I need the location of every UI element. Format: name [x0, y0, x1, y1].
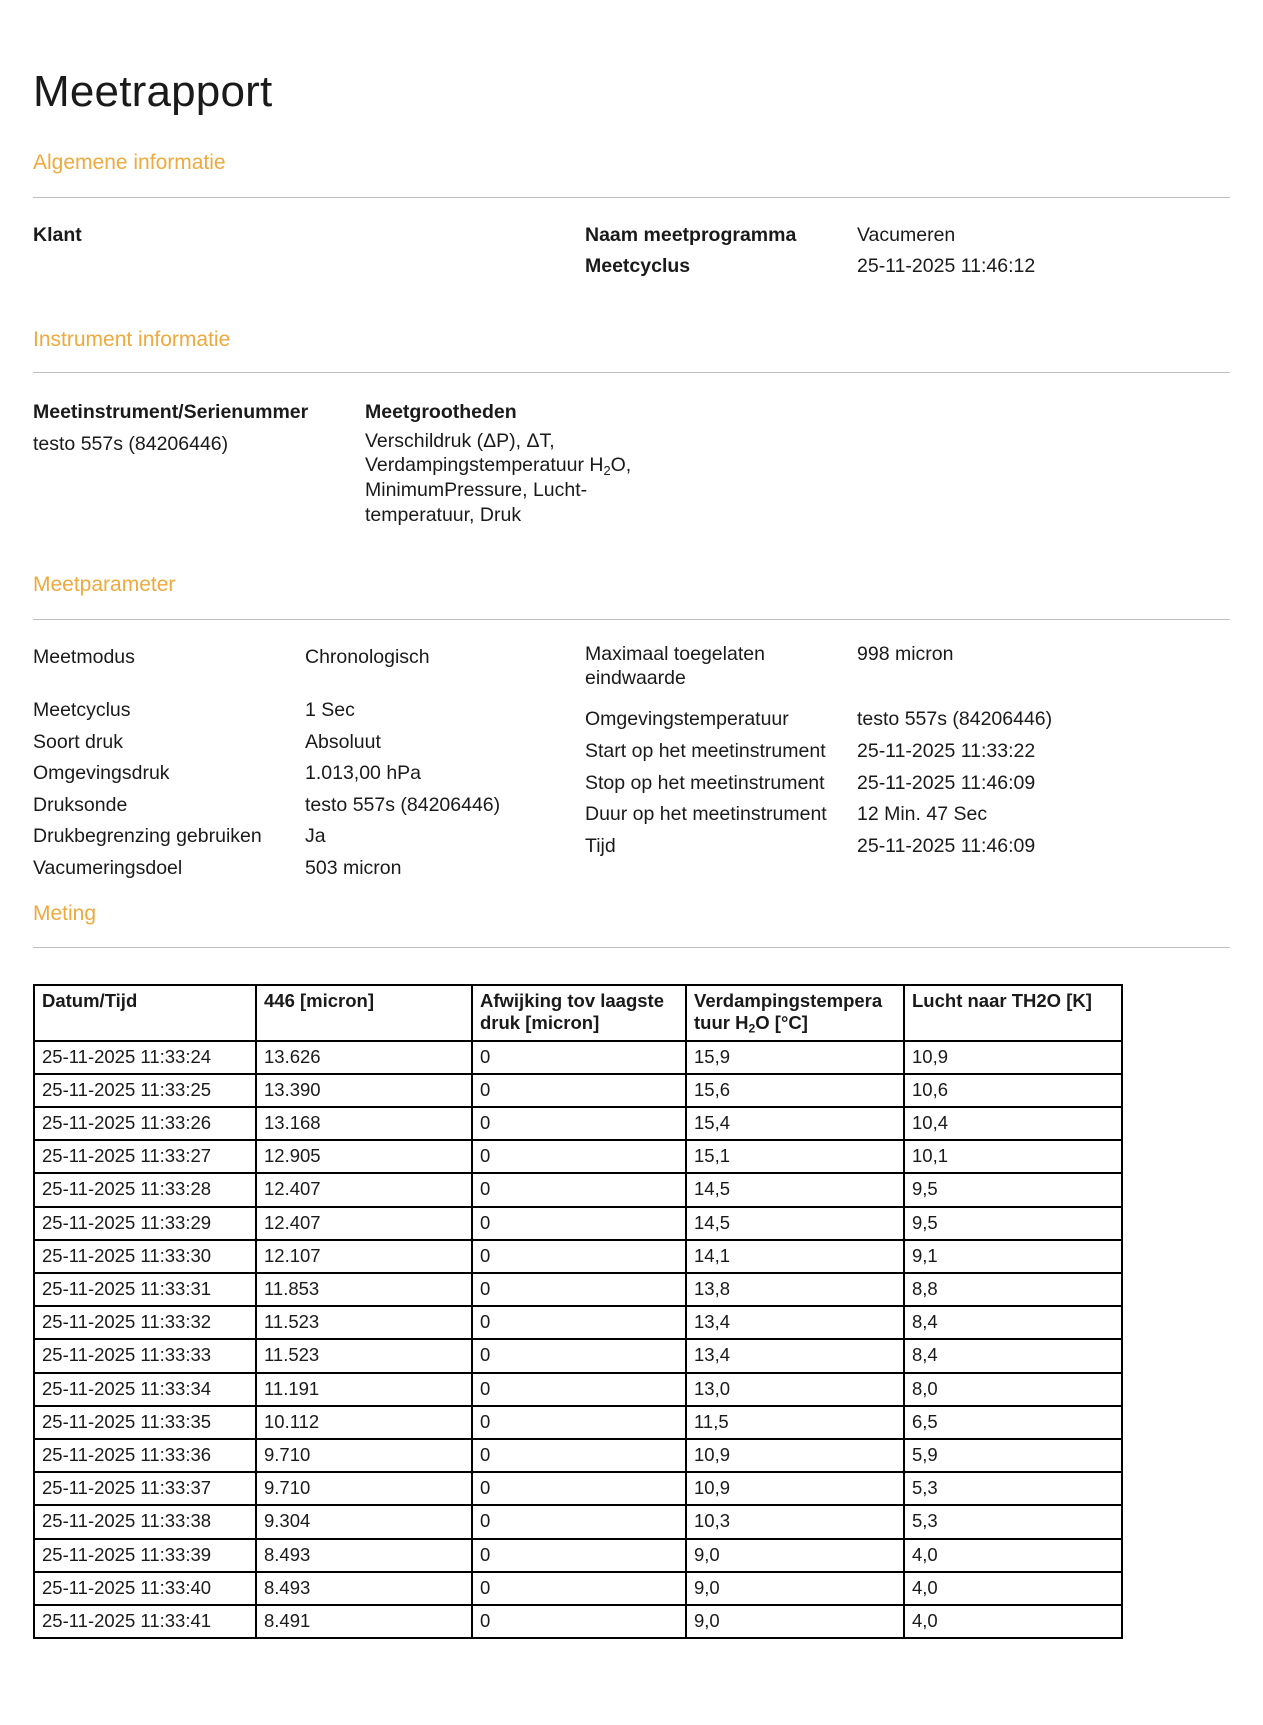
cell-druk: 12.107 [256, 1240, 472, 1273]
param-max-eindwaarde-value: 998 micron [857, 642, 954, 665]
cell-afwijking: 0 [472, 1406, 686, 1439]
table-row [34, 1472, 1122, 1505]
param-stop-value: 25-11-2025 11:46:09 [857, 771, 1036, 794]
table-row [34, 1240, 1122, 1273]
cell-datum-tijd: 25-11-2025 11:33:35 [34, 1406, 256, 1439]
cell-datum-tijd: 25-11-2025 11:33:31 [34, 1273, 256, 1306]
cell-verdampingstemperatuur: 10,9 [686, 1472, 904, 1505]
cell-verdampingstemperatuur: 13,0 [686, 1373, 904, 1406]
cell-datum-tijd: 25-11-2025 11:33:24 [34, 1041, 256, 1074]
general-info-right [585, 220, 1230, 283]
cell-druk: 11.853 [256, 1273, 472, 1306]
cell-lucht-naar-th2o: 9,5 [904, 1207, 1122, 1240]
param-stop-label: Stop op het meetinstrument [585, 771, 825, 794]
cell-datum-tijd: 25-11-2025 11:33:34 [34, 1373, 256, 1406]
cell-lucht-naar-th2o: 10,6 [904, 1074, 1122, 1107]
cell-verdampingstemperatuur: 10,9 [686, 1439, 904, 1472]
table-row [34, 1373, 1122, 1406]
meetgrootheden-line-1: Verschildruk (ΔP), ΔT, [365, 429, 555, 452]
parameters-right-column [585, 642, 1230, 885]
param-omgevingsdruk-label: Omgevingsdruk [33, 762, 170, 785]
table-row [34, 1273, 1122, 1306]
meetcyclus-datum-label: Meetcyclus [585, 255, 691, 278]
cell-verdampingstemperatuur: 15,6 [686, 1074, 904, 1107]
cell-druk: 11.523 [256, 1339, 472, 1372]
meetgrootheden-line-4: temperatuur, Druk [365, 504, 522, 527]
column-header-datum-tijd: Datum/Tijd [34, 985, 256, 1041]
meetgrootheden-line-2-pre: Verdampingstemperatuur H [365, 454, 604, 477]
param-duur-label: Duur op het meetinstrument [585, 803, 827, 826]
cell-druk: 9.304 [256, 1505, 472, 1538]
klant-label: Klant [33, 223, 82, 246]
measurement-table-body [34, 1041, 1122, 1638]
cell-druk: 12.905 [256, 1140, 472, 1173]
cell-afwijking: 0 [472, 1306, 686, 1339]
cell-verdampingstemperatuur: 13,4 [686, 1339, 904, 1372]
cell-lucht-naar-th2o: 8,4 [904, 1306, 1122, 1339]
param-tijd-value: 25-11-2025 11:46:09 [857, 834, 1036, 857]
cell-afwijking: 0 [472, 1373, 686, 1406]
cell-verdampingstemperatuur: 13,4 [686, 1306, 904, 1339]
cell-datum-tijd: 25-11-2025 11:33:28 [34, 1173, 256, 1206]
meetcyclus-datum-value: 25-11-2025 11:46:12 [857, 255, 1036, 278]
column-header-verdamping-pre: Verdampingstempera tuur H [694, 989, 883, 1033]
cell-lucht-naar-th2o: 5,3 [904, 1505, 1122, 1538]
table-row [34, 1074, 1122, 1107]
cell-druk: 13.390 [256, 1074, 472, 1107]
table-row [34, 1539, 1122, 1572]
param-meetmodus-label: Meetmodus [33, 645, 135, 668]
cell-lucht-naar-th2o: 4,0 [904, 1605, 1122, 1638]
cell-datum-tijd: 25-11-2025 11:33:41 [34, 1605, 256, 1638]
general-info-left [33, 220, 585, 283]
cell-verdampingstemperatuur: 9,0 [686, 1572, 904, 1605]
cell-verdampingstemperatuur: 11,5 [686, 1406, 904, 1439]
param-omgevingstemperatuur-label: Omgevingstemperatuur [585, 708, 789, 731]
cell-lucht-naar-th2o: 4,0 [904, 1539, 1122, 1572]
param-start-label: Start op het meetinstrument [585, 739, 826, 762]
cell-verdampingstemperatuur: 9,0 [686, 1539, 904, 1572]
cell-datum-tijd: 25-11-2025 11:33:33 [34, 1339, 256, 1372]
cell-datum-tijd: 25-11-2025 11:33:30 [34, 1240, 256, 1273]
column-header-lucht-naar-th2o: Lucht naar TH2O [K] [904, 985, 1122, 1041]
cell-druk: 12.407 [256, 1207, 472, 1240]
table-row [34, 1306, 1122, 1339]
cell-druk: 8.491 [256, 1605, 472, 1638]
table-row [34, 1339, 1122, 1372]
naam-meetprogramma-value: Vacumeren [857, 223, 956, 246]
cell-datum-tijd: 25-11-2025 11:33:39 [34, 1539, 256, 1572]
general-info-block [33, 220, 1230, 283]
cell-verdampingstemperatuur: 14,5 [686, 1207, 904, 1240]
naam-meetprogramma-label: Naam meetprogramma [585, 223, 797, 246]
column-header-verdamping-post: O [°C] [755, 1011, 808, 1033]
cell-afwijking: 0 [472, 1140, 686, 1173]
cell-afwijking: 0 [472, 1207, 686, 1240]
cell-afwijking: 0 [472, 1539, 686, 1572]
cell-druk: 11.191 [256, 1373, 472, 1406]
param-meetmodus-value: Chronologisch [305, 645, 430, 668]
cell-lucht-naar-th2o: 5,3 [904, 1472, 1122, 1505]
cell-datum-tijd: 25-11-2025 11:33:40 [34, 1572, 256, 1605]
meetinstrument-value: testo 557s (84206446) [33, 432, 229, 455]
parameters-block [33, 642, 1230, 885]
table-row [34, 1107, 1122, 1140]
cell-druk: 9.710 [256, 1472, 472, 1505]
meetgrootheden-label: Meetgrootheden [365, 400, 517, 423]
cell-afwijking: 0 [472, 1472, 686, 1505]
cell-afwijking: 0 [472, 1439, 686, 1472]
meetgrootheden-line-2-post: O, [610, 454, 632, 477]
table-row [34, 1173, 1122, 1206]
cell-datum-tijd: 25-11-2025 11:33:27 [34, 1140, 256, 1173]
table-row [34, 1572, 1122, 1605]
param-druksonde-label: Druksonde [33, 793, 128, 816]
cell-afwijking: 0 [472, 1572, 686, 1605]
cell-afwijking: 0 [472, 1505, 686, 1538]
section-heading-measurement: Meting [33, 901, 97, 925]
param-start-value: 25-11-2025 11:33:22 [857, 739, 1036, 762]
cell-afwijking: 0 [472, 1605, 686, 1638]
cell-afwijking: 0 [472, 1041, 686, 1074]
cell-afwijking: 0 [472, 1339, 686, 1372]
cell-afwijking: 0 [472, 1273, 686, 1306]
page-title: Meetrapport [33, 67, 273, 116]
cell-lucht-naar-th2o: 10,1 [904, 1140, 1122, 1173]
cell-druk: 8.493 [256, 1572, 472, 1605]
param-meetcyclus-value: 1 Sec [305, 699, 355, 722]
meetgrootheden-line-3: MinimumPressure, Lucht- [365, 479, 588, 502]
cell-verdampingstemperatuur: 15,1 [686, 1140, 904, 1173]
table-row [34, 1439, 1122, 1472]
column-header-afwijking: Afwijking tov laagste druk [micron] [472, 985, 686, 1041]
table-row [34, 1207, 1122, 1240]
cell-druk: 10.112 [256, 1406, 472, 1439]
cell-datum-tijd: 25-11-2025 11:33:32 [34, 1306, 256, 1339]
cell-verdampingstemperatuur: 15,4 [686, 1107, 904, 1140]
cell-lucht-naar-th2o: 10,4 [904, 1107, 1122, 1140]
cell-lucht-naar-th2o: 9,5 [904, 1173, 1122, 1206]
cell-verdampingstemperatuur: 14,5 [686, 1173, 904, 1206]
cell-datum-tijd: 25-11-2025 11:33:36 [34, 1439, 256, 1472]
param-soort-druk-label: Soort druk [33, 730, 123, 753]
param-druksonde-value: testo 557s (84206446) [305, 793, 501, 816]
column-header-verdamping-subscript: 2 [748, 1021, 756, 1036]
cell-afwijking: 0 [472, 1074, 686, 1107]
param-drukbegrenzing-label: Drukbegrenzing gebruiken [33, 825, 262, 848]
cell-verdampingstemperatuur: 9,0 [686, 1605, 904, 1638]
cell-druk: 12.407 [256, 1173, 472, 1206]
meetgrootheden-column [365, 397, 1230, 528]
cell-lucht-naar-th2o: 8,8 [904, 1273, 1122, 1306]
cell-lucht-naar-th2o: 8,0 [904, 1373, 1122, 1406]
cell-verdampingstemperatuur: 15,9 [686, 1041, 904, 1074]
cell-lucht-naar-th2o: 8,4 [904, 1339, 1122, 1372]
cell-druk: 13.626 [256, 1041, 472, 1074]
meetinstrument-label: Meetinstrument/Serienummer [33, 400, 309, 423]
table-row [34, 1140, 1122, 1173]
cell-datum-tijd: 25-11-2025 11:33:37 [34, 1472, 256, 1505]
column-header-druk: 446 [micron] [256, 985, 472, 1041]
param-duur-value: 12 Min. 47 Sec [857, 803, 988, 826]
table-row [34, 1041, 1122, 1074]
table-row [34, 1406, 1122, 1439]
param-omgevingsdruk-value: 1.013,00 hPa [305, 762, 422, 785]
cell-verdampingstemperatuur: 10,3 [686, 1505, 904, 1538]
cell-verdampingstemperatuur: 14,1 [686, 1240, 904, 1273]
cell-druk: 11.523 [256, 1306, 472, 1339]
klant-value [305, 220, 585, 252]
cell-afwijking: 0 [472, 1240, 686, 1273]
param-meetcyclus-label: Meetcyclus [33, 699, 131, 722]
cell-druk: 8.493 [256, 1539, 472, 1572]
column-header-verdampingstemperatuur [686, 985, 904, 1041]
section-heading-general: Algemene informatie [33, 151, 226, 175]
param-soort-druk-value: Absoluut [305, 730, 381, 753]
table-row [34, 1605, 1122, 1638]
cell-datum-tijd: 25-11-2025 11:33:38 [34, 1505, 256, 1538]
cell-druk: 9.710 [256, 1439, 472, 1472]
param-vacumeringsdoel-value: 503 micron [305, 856, 402, 879]
instrument-serial-column [33, 397, 365, 528]
section-heading-instrument: Instrument informatie [33, 327, 231, 351]
parameters-left-column [33, 642, 585, 885]
param-tijd-label: Tijd [585, 834, 616, 857]
table-row [34, 1505, 1122, 1538]
param-vacumeringsdoel-label: Vacumeringsdoel [33, 856, 183, 879]
meetgrootheden-line-2-subscript: 2 [603, 463, 611, 479]
param-drukbegrenzing-value: Ja [305, 825, 326, 848]
cell-datum-tijd: 25-11-2025 11:33:26 [34, 1107, 256, 1140]
section-heading-parameters: Meetparameter [33, 573, 176, 597]
cell-lucht-naar-th2o: 5,9 [904, 1439, 1122, 1472]
cell-lucht-naar-th2o: 4,0 [904, 1572, 1122, 1605]
cell-lucht-naar-th2o: 10,9 [904, 1041, 1122, 1074]
cell-verdampingstemperatuur: 13,8 [686, 1273, 904, 1306]
measurement-table [33, 984, 1123, 1639]
cell-afwijking: 0 [472, 1173, 686, 1206]
param-omgevingstemperatuur-value: testo 557s (84206446) [857, 708, 1053, 731]
instrument-info-block [33, 397, 1230, 528]
cell-afwijking: 0 [472, 1107, 686, 1140]
cell-datum-tijd: 25-11-2025 11:33:29 [34, 1207, 256, 1240]
cell-datum-tijd: 25-11-2025 11:33:25 [34, 1074, 256, 1107]
meetgrootheden-value [365, 429, 1230, 529]
table-header-row [34, 985, 1122, 1041]
cell-lucht-naar-th2o: 6,5 [904, 1406, 1122, 1439]
param-max-eindwaarde-label: Maximaal toegelaten eindwaarde [585, 642, 765, 690]
cell-lucht-naar-th2o: 9,1 [904, 1240, 1122, 1273]
cell-druk: 13.168 [256, 1107, 472, 1140]
